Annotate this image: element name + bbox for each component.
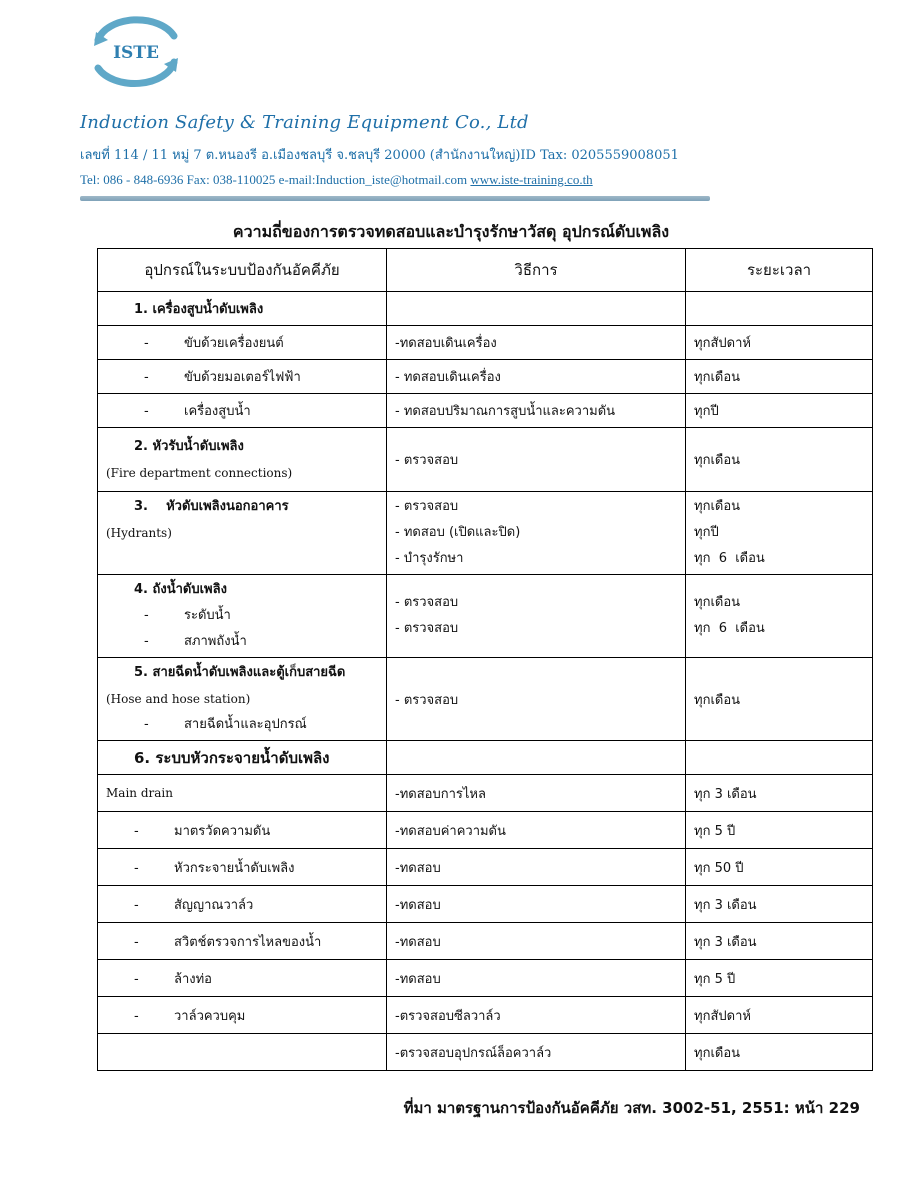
equipment-cell: - ขับด้วยมอเตอร์ไฟฟ้า [98,360,387,394]
source-reference: ที่มา มาตรฐานการป้องกันอัคคีภัย วสท. 3002-51, 2551: หน้า 229 [403,1099,860,1117]
interval-cell: ทุกเดือน [686,428,873,492]
company-name: Induction Safety & Training Equipment Co., Ltd [80,112,529,133]
method-cell: - ทดสอบปริมาณการสูบน้ำและความดัน [387,394,686,428]
table-row [98,960,873,997]
header-interval: ระยะเวลา [686,249,873,292]
equipment-cell: - วาล์วควบคุม [98,997,387,1034]
interval-cell: ทุก 50 ปี [686,849,873,886]
table-row [98,886,873,923]
table-row [98,394,873,428]
table-row [98,326,873,360]
interval-cell: ทุก 5 ปี [686,960,873,997]
table-row [98,428,873,492]
equipment-cell: 5. สายฉีดน้ำดับเพลิงและตู้เก็บสายฉีด (Hose and hose station) - สายฉีดน้ำและอุปกรณ์ [98,658,387,741]
method-cell: -ทดสอบการไหล [387,775,686,812]
website-link[interactable]: www.iste-training.co.th [470,172,593,187]
method-cell: -ทดสอบค่าความดัน [387,812,686,849]
method-cell [387,741,686,775]
table-header-row [98,249,873,292]
header-divider [80,196,710,201]
contact-info: Tel: 086 - 848-6936 Fax: 038-110025 e-mail:Induction_iste@hotmail.com [80,172,468,187]
interval-cell: ทุกสัปดาห์ [686,997,873,1034]
method-cell: - ตรวจสอบ - ทดสอบ (เปิดและปิด) - บำรุงรักษา [387,492,686,575]
interval-cell: ทุก 5 ปี [686,812,873,849]
interval-cell: ทุก 3 เดือน [686,886,873,923]
interval-cell: ทุกเดือน [686,658,873,741]
equipment-cell [98,1034,387,1071]
interval-cell: ทุก 3 เดือน [686,775,873,812]
equipment-cell: Main drain [98,775,387,812]
interval-cell: ทุกเดือน [686,360,873,394]
equipment-cell: 3. หัวดับเพลิงนอกอาคาร (Hydrants) [98,492,387,575]
interval-cell [686,292,873,326]
section-sprinkler: 6. ระบบหัวกระจายน้ำดับเพลิง [98,741,387,775]
method-cell: -ทดสอบเดินเครื่อง [387,326,686,360]
company-contact [80,172,593,188]
method-cell [387,292,686,326]
maintenance-table [97,248,873,1071]
table-row [98,658,873,741]
table-row [98,292,873,326]
method-cell: -ตรวจสอบอุปกรณ์ล็อควาล์ว [387,1034,686,1071]
table-row [98,775,873,812]
equipment-cell: - หัวกระจายน้ำดับเพลิง [98,849,387,886]
table-row [98,849,873,886]
table-row [98,997,873,1034]
section-fire-pump: 1. เครื่องสูบน้ำดับเพลิง [98,292,387,326]
method-cell: - ตรวจสอบ [387,428,686,492]
interval-cell: ทุกปี [686,394,873,428]
equipment-cell: 4. ถังน้ำดับเพลิง - ระดับน้ำ - สภาพถังน้ำ [98,575,387,658]
method-cell: - ตรวจสอบ - ตรวจสอบ [387,575,686,658]
table-row [98,741,873,775]
interval-cell: ทุก 3 เดือน [686,923,873,960]
table-row [98,812,873,849]
method-cell: -ทดสอบ [387,849,686,886]
method-cell: - ตรวจสอบ [387,658,686,741]
header-equipment: อุปกรณ์ในระบบป้องกันอัคคีภัย [98,249,387,292]
table-row [98,360,873,394]
method-cell: -ทดสอบ [387,886,686,923]
method-cell: - ทดสอบเดินเครื่อง [387,360,686,394]
method-cell: -ทดสอบ [387,923,686,960]
header-method: วิธีการ [387,249,686,292]
method-cell: -ตรวจสอบซีลวาล์ว [387,997,686,1034]
equipment-cell: - มาตรวัดความดัน [98,812,387,849]
interval-cell: ทุกเดือน ทุกปี ทุก 6 เดือน [686,492,873,575]
company-logo [78,10,194,94]
interval-cell: ทุกเดือน ทุก 6 เดือน [686,575,873,658]
table-row [98,1034,873,1071]
interval-cell: ทุกเดือน [686,1034,873,1071]
company-address: เลขที่ 114 / 11 หมู่ 7 ต.หนองรี อ.เมืองชลบุรี จ.ชลบุรี 20000 (สำนักงานใหญ่)ID Tax: 0205559008051 [80,148,679,163]
equipment-cell: 2. หัวรับน้ำดับเพลิง (Fire department connections) [98,428,387,492]
equipment-cell: - ขับด้วยเครื่องยนต์ [98,326,387,360]
table-row [98,923,873,960]
document-title: ความถี่ของการตรวจทดสอบและบำรุงรักษาวัสดุ อุปกรณ์ดับเพลิง [232,222,670,241]
equipment-cell: - สัญญาณวาล์ว [98,886,387,923]
equipment-cell: - เครื่องสูบน้ำ [98,394,387,428]
equipment-cell: - สวิตช์ตรวจการไหลของน้ำ [98,923,387,960]
logo-text: ISTE [113,43,159,63]
method-cell: -ทดสอบ [387,960,686,997]
table-row [98,492,873,575]
interval-cell: ทุกสัปดาห์ [686,326,873,360]
interval-cell [686,741,873,775]
table-row [98,575,873,658]
equipment-cell: - ล้างท่อ [98,960,387,997]
